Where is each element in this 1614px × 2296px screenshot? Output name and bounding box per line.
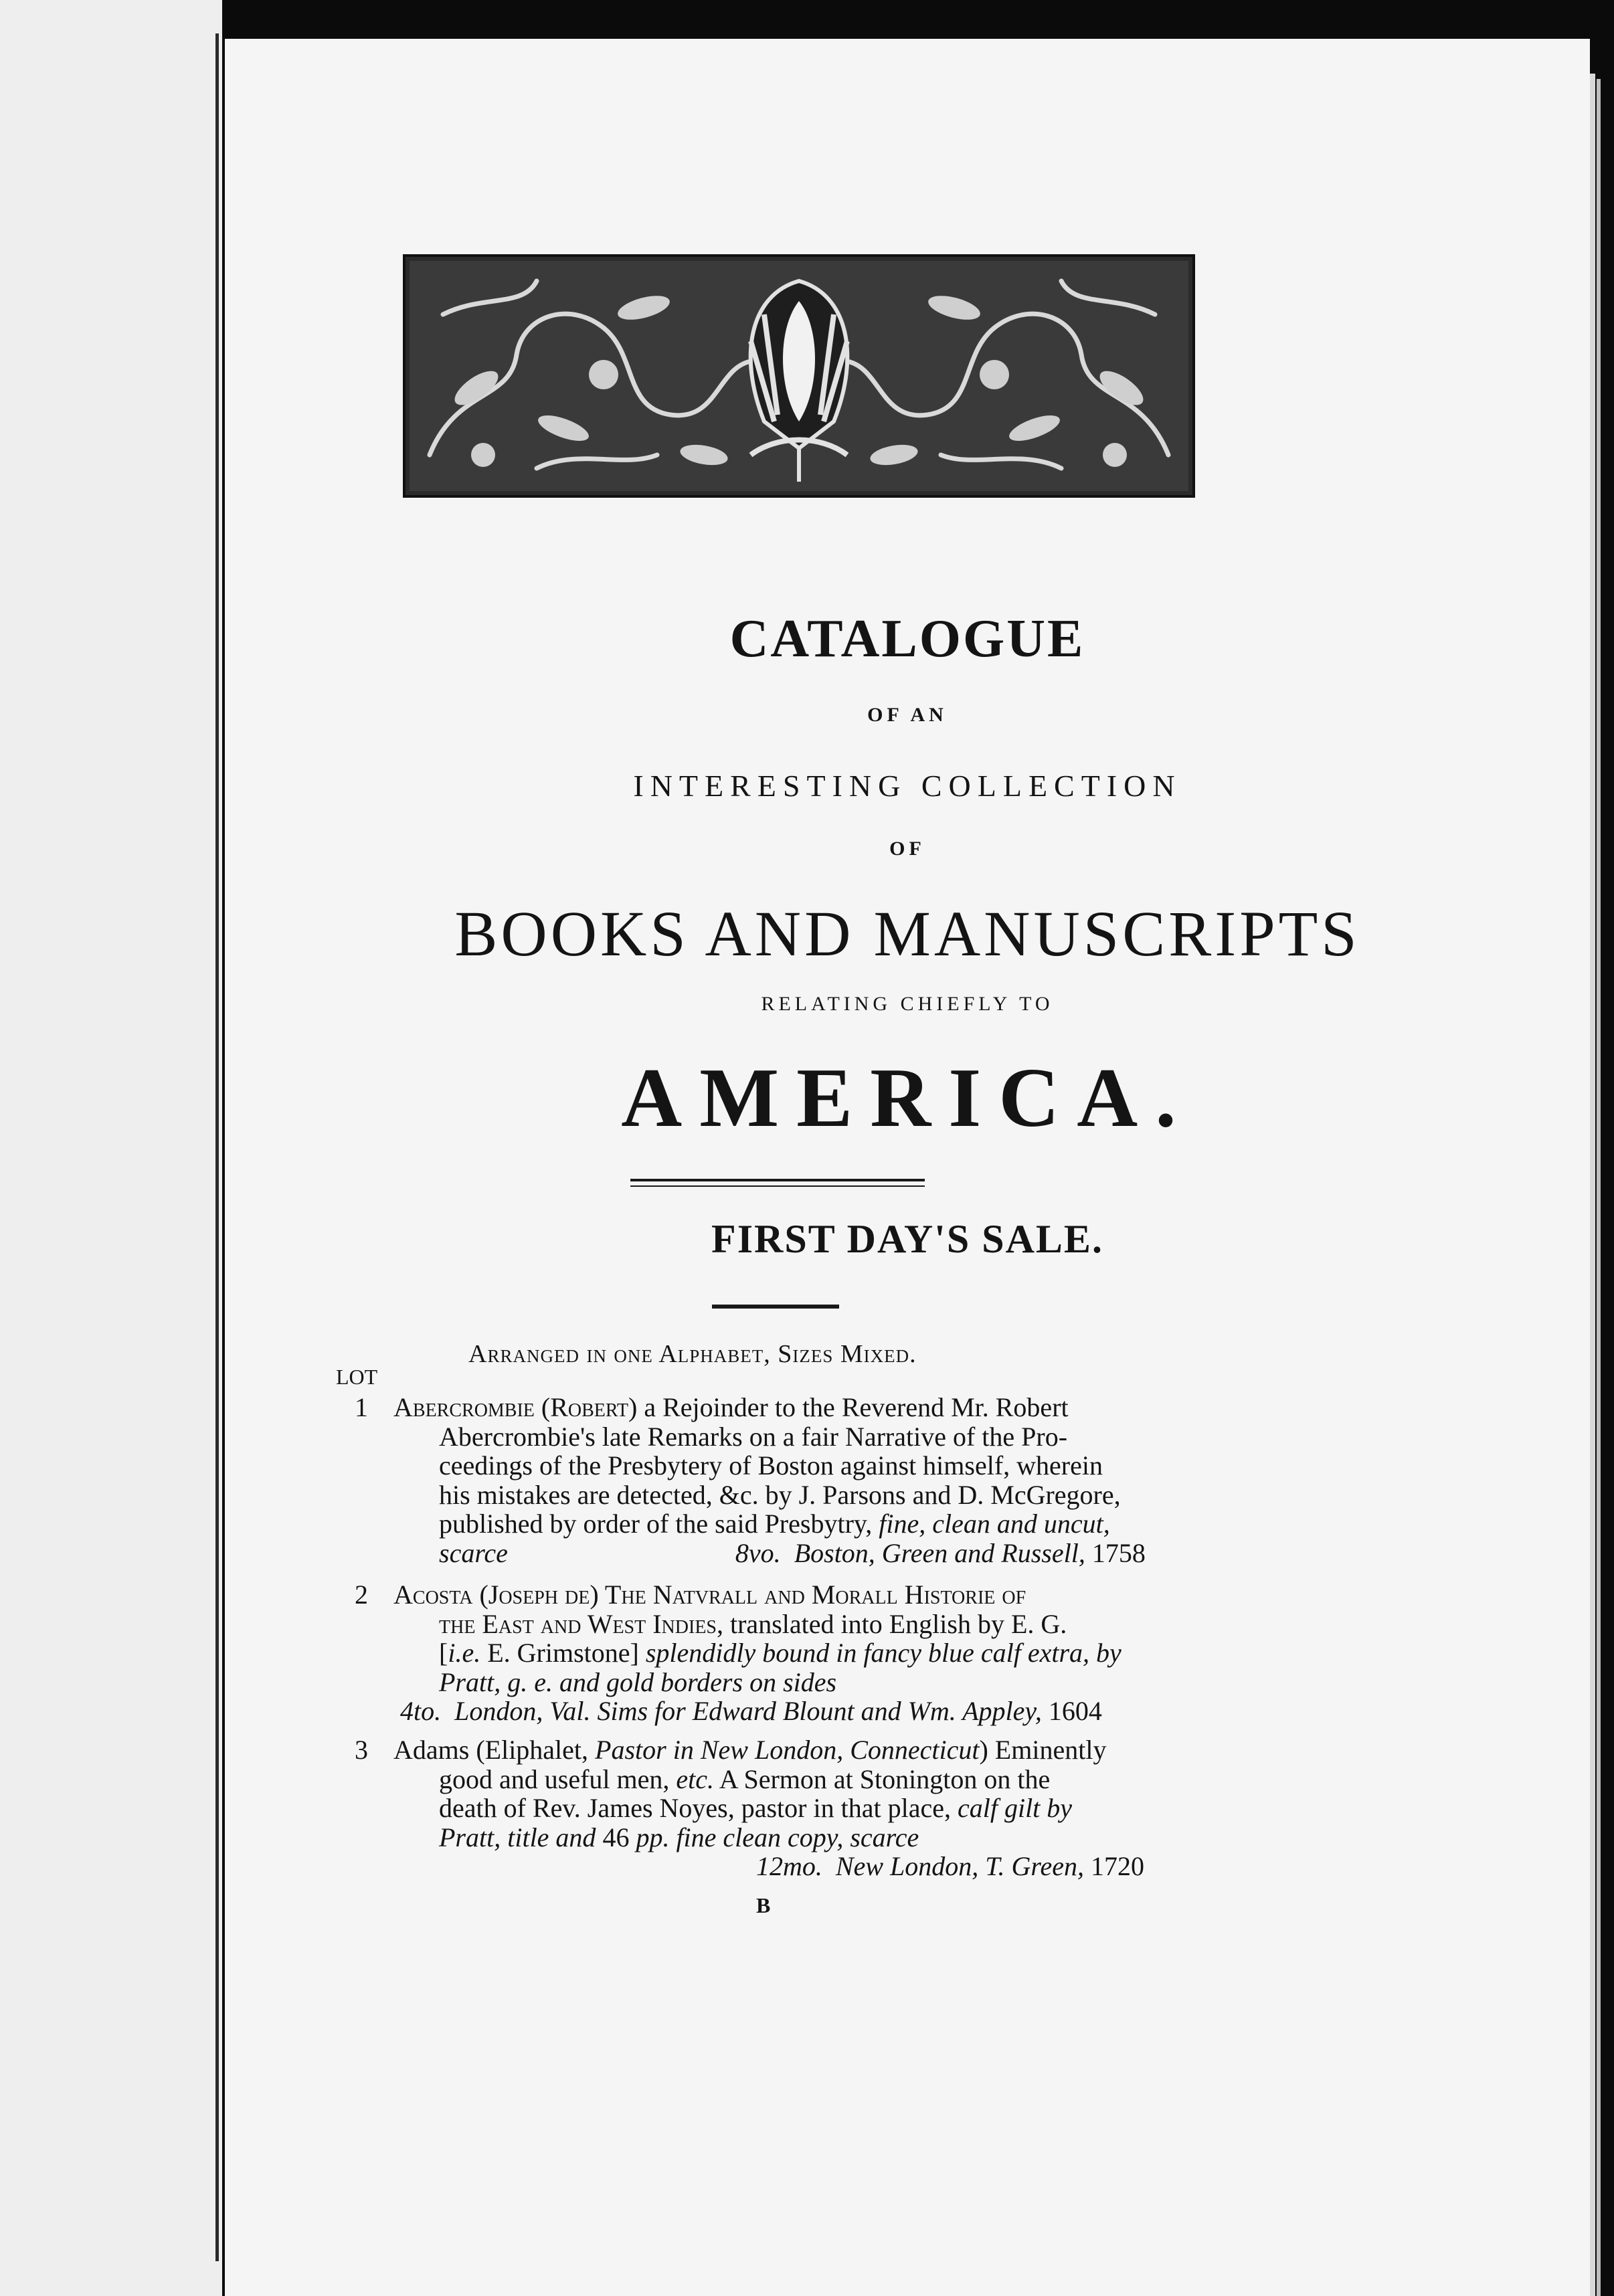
entry-year: 1758 (1091, 1537, 1146, 1568)
entry-body (393, 1580, 1218, 1726)
entry-author: Adams (Eliphalet, (393, 1735, 596, 1765)
entry-text: etc. (676, 1763, 714, 1794)
entry-year: 1604 (1048, 1696, 1102, 1726)
entry-text: i.e. (448, 1638, 481, 1668)
title-interesting-collection: INTERESTING COLLECTION (633, 769, 1182, 803)
entry-line: his mistakes are detected, &c. by J. Parsons and D. McGregore, (439, 1479, 1121, 1510)
entry-imprint: Boston, Green and Russell, (794, 1537, 1085, 1568)
entry-line (393, 1509, 1218, 1539)
signature-mark: B (756, 1893, 771, 1917)
entry-condition: Pratt, g. e. and gold borders on sides (439, 1666, 837, 1697)
first-day-sale-heading: FIRST DAY'S SALE. (711, 1217, 1103, 1261)
entry-line (393, 1393, 1218, 1422)
entry-condition: pp. fine clean copy, scarce (629, 1822, 919, 1852)
entry-line: Abercrombie's late Remarks on a fair Narrative of the Pro- (439, 1421, 1068, 1452)
entry-text: death of Rev. James Noyes, pastor in that place, (439, 1793, 958, 1823)
entry-imprint: New London, T. Green, (835, 1851, 1085, 1881)
entry-condition: Pratt, title and (439, 1822, 603, 1852)
entry-condition: scarce (439, 1537, 508, 1568)
entry-body (393, 1393, 1218, 1567)
page-edge (1590, 74, 1595, 2296)
entry-format: 12mo. (756, 1851, 822, 1881)
entry-line (393, 1765, 1218, 1794)
title-catalogue: CATALOGUE (729, 609, 1085, 668)
page-edge-shadow (1597, 79, 1601, 2296)
entry-text: translated into English by E. G. (723, 1608, 1067, 1639)
entry-text: E. Grimstone] (480, 1638, 646, 1668)
entry-line (393, 1794, 1218, 1823)
entry-condition: fine, clean and uncut, (872, 1509, 1110, 1539)
entry-author: Acosta (Joseph de) The Natvrall and Morall Historie of (393, 1580, 1026, 1610)
entry-line (393, 1539, 1218, 1568)
entry-line (393, 1852, 1218, 1881)
entry-body (393, 1735, 1218, 1881)
entry-condition: calf gilt by (957, 1793, 1073, 1823)
lot-number: 3 (355, 1735, 368, 1765)
entry-line: ceedings of the Presbytery of Boston against himself, wherein (439, 1450, 1103, 1480)
title-america: AMERICA. (621, 1052, 1194, 1145)
lot-number: 2 (355, 1580, 368, 1610)
ornamental-headpiece-icon (403, 254, 1195, 498)
title-relating: RELATING CHIEFLY TO (761, 993, 1054, 1015)
title-of: OF (889, 838, 925, 860)
entry-line (393, 1697, 1218, 1726)
entry-text: [ (439, 1638, 448, 1668)
entry-text: ) Eminently (979, 1735, 1107, 1765)
entry-pages: 46 (602, 1822, 630, 1852)
entry-text: A Sermon at Stonington on the (714, 1763, 1051, 1794)
title-of-an: OF AN (867, 704, 948, 726)
entry-line (393, 1823, 1218, 1852)
entry-author: Abercrombie (Robert) (393, 1392, 638, 1422)
entry-author-note: Pastor in New London, Connecticut (595, 1735, 980, 1765)
entry-format: 4to. (400, 1696, 442, 1726)
entry-line (393, 1610, 1218, 1639)
double-rule (630, 1179, 925, 1187)
entry-condition: splendidly bound in fancy blue calf extra, by (645, 1638, 1122, 1668)
lot-column-label: LOT (336, 1365, 378, 1389)
title-books-and-manuscripts: BOOKS AND MANUSCRIPTS (454, 898, 1360, 969)
entry-line (393, 1638, 1218, 1668)
arrangement-note: Arranged in one Alphabet, Sizes Mixed. (468, 1340, 917, 1368)
entry-title: the East and West Indies, (439, 1608, 723, 1639)
entry-imprint: London, Val. Sims for Edward Blount and Wm. Appley, (454, 1696, 1042, 1726)
entry-format: 8vo. (735, 1537, 781, 1568)
entry-line (393, 1735, 1218, 1765)
single-rule (712, 1305, 839, 1309)
entry-text: published by order of the said Presbytry, (439, 1509, 873, 1539)
left-page (0, 0, 222, 2296)
gutter-line (215, 33, 219, 2261)
entry-text: a Rejoinder to the Reverend Mr. Robert (637, 1392, 1069, 1422)
entry-year: 1720 (1091, 1851, 1145, 1881)
entry-text: good and useful men, (439, 1763, 677, 1794)
lot-number: 1 (355, 1392, 368, 1422)
